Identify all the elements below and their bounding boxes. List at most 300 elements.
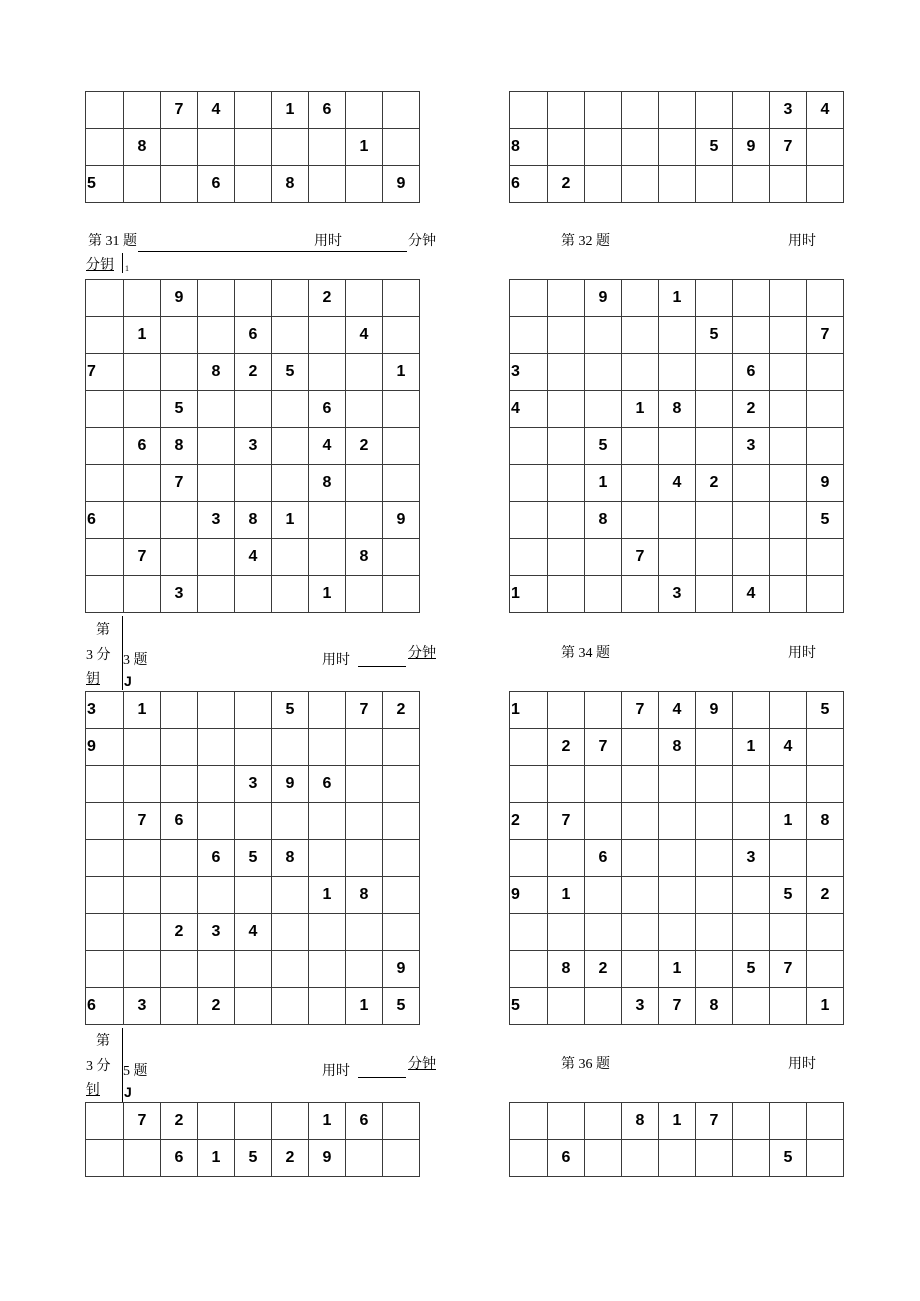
grid-cell	[309, 914, 346, 951]
grid-cell	[383, 803, 420, 840]
grid-cell	[124, 92, 161, 129]
grid-cell	[383, 280, 420, 317]
grid-cell	[585, 914, 622, 951]
grid-cell	[770, 840, 807, 877]
grid-cell	[161, 877, 198, 914]
grid-cell: 4	[770, 729, 807, 766]
grid-cell	[510, 428, 548, 465]
grid-cell: 8	[161, 428, 198, 465]
grid-cell	[86, 317, 124, 354]
grid-cell	[510, 951, 548, 988]
grid-cell	[807, 766, 844, 803]
grid-cell	[733, 317, 770, 354]
grid-cell: 7	[346, 692, 383, 729]
grid-cell: 3	[770, 92, 807, 129]
puzzle-35-time-label: 用时	[322, 1064, 350, 1079]
grid-cell: 1	[659, 280, 696, 317]
grid-cell: 8	[272, 166, 309, 203]
grid-cell: 1	[198, 1140, 235, 1177]
grid-row	[86, 502, 420, 539]
grid-cell	[548, 988, 585, 1025]
grid-cell: 5	[807, 502, 844, 539]
grid-cell	[124, 391, 161, 428]
grid-cell: 3	[659, 576, 696, 613]
grid-row	[86, 391, 420, 428]
grid-cell	[696, 502, 733, 539]
grid-cell	[309, 539, 346, 576]
grid-cell	[383, 1140, 420, 1177]
grid-cell	[124, 465, 161, 502]
grid-cell	[309, 988, 346, 1025]
grid-cell	[86, 914, 124, 951]
grid-cell	[198, 803, 235, 840]
grid-cell	[86, 877, 124, 914]
grid-row	[86, 729, 420, 766]
grid-cell: 9	[309, 1140, 346, 1177]
grid-cell: 6	[346, 1103, 383, 1140]
grid-cell	[272, 877, 309, 914]
puzzle-31-time-label: 用时	[314, 234, 342, 249]
grid-cell	[346, 166, 383, 203]
grid-cell: 1	[272, 502, 309, 539]
grid-cell	[770, 354, 807, 391]
grid-cell: 7	[124, 1103, 161, 1140]
grid-cell: 5	[733, 951, 770, 988]
grid-cell	[272, 803, 309, 840]
grid-cell	[309, 692, 346, 729]
grid-cell	[272, 317, 309, 354]
grid-cell: 3	[733, 840, 770, 877]
grid-cell: 6	[309, 92, 346, 129]
grid-cell	[696, 539, 733, 576]
grid-cell	[622, 317, 659, 354]
grid-cell: 7	[161, 92, 198, 129]
puzzle-35-title: 5 题	[123, 1064, 148, 1079]
grid-cell: 6	[309, 766, 346, 803]
grid-row	[510, 317, 844, 354]
grid-cell	[585, 539, 622, 576]
grid-row	[510, 539, 844, 576]
puzzle-35-fragment-1: 第	[96, 1034, 110, 1049]
grid-cell: 9	[383, 166, 420, 203]
grid-cell	[585, 92, 622, 129]
grid-cell: 8	[309, 465, 346, 502]
grid-cell	[733, 766, 770, 803]
grid-cell	[124, 766, 161, 803]
grid-cell	[86, 1140, 124, 1177]
grid-cell	[161, 502, 198, 539]
grid-cell	[346, 92, 383, 129]
grid-cell	[622, 92, 659, 129]
grid-cell	[272, 951, 309, 988]
grid-cell	[510, 465, 548, 502]
grid-cell	[198, 428, 235, 465]
grid-cell: 7	[770, 129, 807, 166]
grid-cell: 2	[510, 803, 548, 840]
grid-row	[510, 391, 844, 428]
grid-cell: 3	[235, 428, 272, 465]
grid-cell	[124, 280, 161, 317]
grid-row	[86, 988, 420, 1025]
grid-cell	[124, 951, 161, 988]
grid-cell: 2	[161, 914, 198, 951]
grid-cell: 7	[86, 354, 124, 391]
grid-cell	[383, 729, 420, 766]
grid-cell: 3	[733, 428, 770, 465]
grid-cell: 8	[198, 354, 235, 391]
grid-cell	[510, 92, 548, 129]
grid-cell: 6	[124, 428, 161, 465]
grid-cell: 1	[309, 877, 346, 914]
grid-cell	[510, 1140, 548, 1177]
puzzle-33-time-label: 用时	[322, 653, 350, 668]
grid-cell: 4	[510, 391, 548, 428]
grid-cell	[807, 576, 844, 613]
grid-cell: 1	[383, 354, 420, 391]
grid-cell: 2	[383, 692, 420, 729]
grid-cell: 3	[510, 354, 548, 391]
grid-cell: 1	[659, 1103, 696, 1140]
grid-row	[510, 803, 844, 840]
grid-cell: 6	[585, 840, 622, 877]
grid-cell: 1	[807, 988, 844, 1025]
grid-row	[510, 428, 844, 465]
grid-cell	[585, 1140, 622, 1177]
grid-cell	[733, 803, 770, 840]
grid-cell: 4	[198, 92, 235, 129]
puzzle-34-title: 第 34 题	[561, 646, 610, 661]
grid-cell: 1	[510, 576, 548, 613]
grid-cell	[124, 1140, 161, 1177]
grid-row	[510, 92, 844, 129]
grid-cell: 8	[696, 988, 733, 1025]
grid-cell	[733, 92, 770, 129]
grid-cell	[659, 92, 696, 129]
grid-cell: 5	[86, 166, 124, 203]
grid-cell	[770, 391, 807, 428]
grid-cell	[659, 129, 696, 166]
grid-cell	[585, 766, 622, 803]
grid-cell: 3	[161, 576, 198, 613]
grid-cell	[383, 92, 420, 129]
grid-cell: 6	[235, 317, 272, 354]
grid-cell	[86, 428, 124, 465]
grid-cell: 6	[86, 988, 124, 1025]
grid-cell	[733, 502, 770, 539]
grid-row	[510, 502, 844, 539]
puzzle-33-stray-j: J	[124, 673, 132, 689]
grid-cell	[548, 766, 585, 803]
grid-cell	[585, 1103, 622, 1140]
grid-cell: 6	[733, 354, 770, 391]
grid-cell: 7	[696, 1103, 733, 1140]
grid-cell	[510, 502, 548, 539]
grid-cell: 5	[383, 988, 420, 1025]
grid-cell: 4	[235, 539, 272, 576]
grid-row	[86, 1103, 420, 1140]
grid-cell: 1	[585, 465, 622, 502]
puzzle-35-fragment-2: 3 分	[86, 1059, 111, 1074]
grid-cell	[383, 539, 420, 576]
grid-cell	[807, 729, 844, 766]
grid-row	[510, 840, 844, 877]
grid-cell	[161, 539, 198, 576]
grid-cell: 5	[585, 428, 622, 465]
grid-cell	[235, 391, 272, 428]
grid-cell	[659, 766, 696, 803]
grid-cell: 6	[161, 803, 198, 840]
grid-cell	[548, 1103, 585, 1140]
grid-cell	[161, 840, 198, 877]
grid-cell: 8	[346, 539, 383, 576]
sudoku-grid-32	[509, 279, 844, 613]
grid-cell	[696, 280, 733, 317]
grid-cell	[235, 129, 272, 166]
grid-cell	[696, 354, 733, 391]
grid-cell	[622, 129, 659, 166]
grid-cell	[235, 1103, 272, 1140]
grid-cell	[622, 502, 659, 539]
grid-cell	[272, 465, 309, 502]
grid-cell: 8	[622, 1103, 659, 1140]
grid-cell: 7	[161, 465, 198, 502]
grid-cell	[807, 951, 844, 988]
grid-cell	[383, 391, 420, 428]
grid-cell	[346, 1140, 383, 1177]
grid-cell: 3	[622, 988, 659, 1025]
grid-cell	[585, 877, 622, 914]
grid-cell: 7	[124, 803, 161, 840]
grid-cell: 1	[346, 988, 383, 1025]
grid-cell	[659, 914, 696, 951]
grid-cell	[770, 317, 807, 354]
grid-cell: 9	[696, 692, 733, 729]
grid-cell	[622, 729, 659, 766]
grid-cell	[272, 391, 309, 428]
grid-cell	[383, 317, 420, 354]
grid-cell	[770, 502, 807, 539]
grid-row	[86, 1140, 420, 1177]
grid-cell	[235, 803, 272, 840]
grid-cell	[346, 280, 383, 317]
grid-cell	[383, 576, 420, 613]
grid-cell: 3	[198, 914, 235, 951]
grid-cell: 1	[309, 576, 346, 613]
grid-cell	[383, 840, 420, 877]
grid-cell: 1	[309, 1103, 346, 1140]
grid-cell	[272, 539, 309, 576]
grid-cell: 6	[161, 1140, 198, 1177]
grid-cell	[309, 729, 346, 766]
grid-cell	[807, 840, 844, 877]
grid-cell: 1	[124, 692, 161, 729]
grid-cell	[659, 877, 696, 914]
grid-row	[510, 166, 844, 203]
grid-cell	[383, 129, 420, 166]
grid-cell	[733, 877, 770, 914]
grid-cell	[548, 840, 585, 877]
grid-cell	[696, 166, 733, 203]
grid-cell	[548, 914, 585, 951]
grid-cell	[124, 502, 161, 539]
grid-cell	[622, 166, 659, 203]
grid-row	[86, 877, 420, 914]
grid-cell	[346, 803, 383, 840]
grid-cell: 2	[733, 391, 770, 428]
grid-cell: 3	[235, 766, 272, 803]
grid-cell	[86, 1103, 124, 1140]
grid-cell: 1	[733, 729, 770, 766]
grid-cell	[548, 317, 585, 354]
grid-cell	[659, 428, 696, 465]
grid-cell	[346, 951, 383, 988]
grid-cell	[272, 129, 309, 166]
grid-cell	[346, 729, 383, 766]
grid-cell	[346, 391, 383, 428]
grid-cell	[770, 988, 807, 1025]
grid-cell	[346, 914, 383, 951]
grid-cell	[235, 465, 272, 502]
grid-cell: 9	[383, 502, 420, 539]
grid-cell	[622, 766, 659, 803]
grid-row	[86, 280, 420, 317]
grid-cell	[659, 803, 696, 840]
grid-cell	[383, 914, 420, 951]
puzzle-33-fragment-3: 钥	[86, 672, 100, 687]
grid-cell	[161, 166, 198, 203]
grid-row	[510, 766, 844, 803]
grid-cell	[548, 391, 585, 428]
grid-cell	[733, 166, 770, 203]
grid-cell	[86, 576, 124, 613]
puzzle-31-minutes-label: 分钟	[408, 234, 436, 249]
grid-cell	[548, 428, 585, 465]
grid-cell	[585, 692, 622, 729]
grid-cell	[770, 576, 807, 613]
grid-cell	[272, 428, 309, 465]
grid-cell	[510, 766, 548, 803]
grid-cell	[198, 951, 235, 988]
grid-cell	[807, 1103, 844, 1140]
grid-cell	[309, 502, 346, 539]
grid-cell	[622, 877, 659, 914]
grid-cell	[309, 354, 346, 391]
grid-cell: 8	[585, 502, 622, 539]
grid-cell	[807, 166, 844, 203]
grid-cell: 5	[272, 692, 309, 729]
grid-cell: 7	[585, 729, 622, 766]
grid-row	[510, 354, 844, 391]
grid-row	[86, 803, 420, 840]
grid-cell	[659, 354, 696, 391]
grid-cell	[198, 1103, 235, 1140]
grid-cell	[585, 354, 622, 391]
grid-cell	[696, 914, 733, 951]
grid-cell: 9	[86, 729, 124, 766]
grid-row	[86, 166, 420, 203]
grid-cell	[346, 465, 383, 502]
grid-cell	[696, 766, 733, 803]
grid-cell	[807, 1140, 844, 1177]
grid-cell	[510, 539, 548, 576]
puzzle-33-fragment-1: 第	[96, 623, 110, 638]
grid-cell: 4	[807, 92, 844, 129]
grid-cell	[659, 1140, 696, 1177]
grid-cell: 3	[86, 692, 124, 729]
grid-cell	[733, 692, 770, 729]
grid-cell	[770, 465, 807, 502]
grid-cell	[86, 539, 124, 576]
puzzle-31-stray-text: 分钥	[86, 258, 114, 273]
grid-row	[510, 280, 844, 317]
grid-cell	[124, 840, 161, 877]
grid-cell	[548, 354, 585, 391]
puzzle-31-time-blank	[354, 251, 400, 252]
grid-cell: 2	[161, 1103, 198, 1140]
grid-cell	[235, 877, 272, 914]
grid-cell: 1	[510, 692, 548, 729]
grid-cell	[86, 803, 124, 840]
grid-cell	[807, 428, 844, 465]
grid-cell	[198, 692, 235, 729]
grid-cell	[622, 803, 659, 840]
grid-cell: 8	[235, 502, 272, 539]
grid-cell: 4	[346, 317, 383, 354]
grid-cell	[86, 840, 124, 877]
grid-row	[86, 354, 420, 391]
grid-cell	[161, 729, 198, 766]
grid-cell	[272, 576, 309, 613]
grid-cell	[696, 92, 733, 129]
grid-cell	[548, 129, 585, 166]
sudoku-grid-35	[85, 1102, 420, 1177]
grid-row	[86, 465, 420, 502]
grid-cell: 7	[770, 951, 807, 988]
grid-cell	[585, 391, 622, 428]
grid-cell	[548, 92, 585, 129]
grid-cell	[161, 129, 198, 166]
grid-cell	[696, 840, 733, 877]
grid-cell	[383, 766, 420, 803]
grid-cell	[161, 988, 198, 1025]
grid-cell: 3	[124, 988, 161, 1025]
grid-cell	[272, 988, 309, 1025]
grid-cell: 8	[659, 729, 696, 766]
grid-cell: 7	[622, 539, 659, 576]
grid-cell	[733, 465, 770, 502]
grid-cell: 5	[272, 354, 309, 391]
grid-row	[510, 576, 844, 613]
grid-row	[510, 129, 844, 166]
grid-cell: 5	[235, 1140, 272, 1177]
puzzle-35-stray-j: J	[124, 1084, 132, 1100]
grid-cell	[198, 465, 235, 502]
sudoku-grid-31	[85, 279, 420, 613]
grid-cell: 5	[235, 840, 272, 877]
grid-cell: 6	[510, 166, 548, 203]
grid-cell	[585, 988, 622, 1025]
grid-cell	[696, 1140, 733, 1177]
grid-cell	[770, 280, 807, 317]
grid-cell	[309, 803, 346, 840]
grid-row	[86, 914, 420, 951]
puzzle-36-time-label: 用时	[788, 1057, 816, 1072]
grid-cell	[696, 803, 733, 840]
grid-cell	[124, 166, 161, 203]
grid-cell	[161, 317, 198, 354]
grid-cell: 5	[770, 1140, 807, 1177]
puzzle-31-divider	[122, 253, 123, 273]
